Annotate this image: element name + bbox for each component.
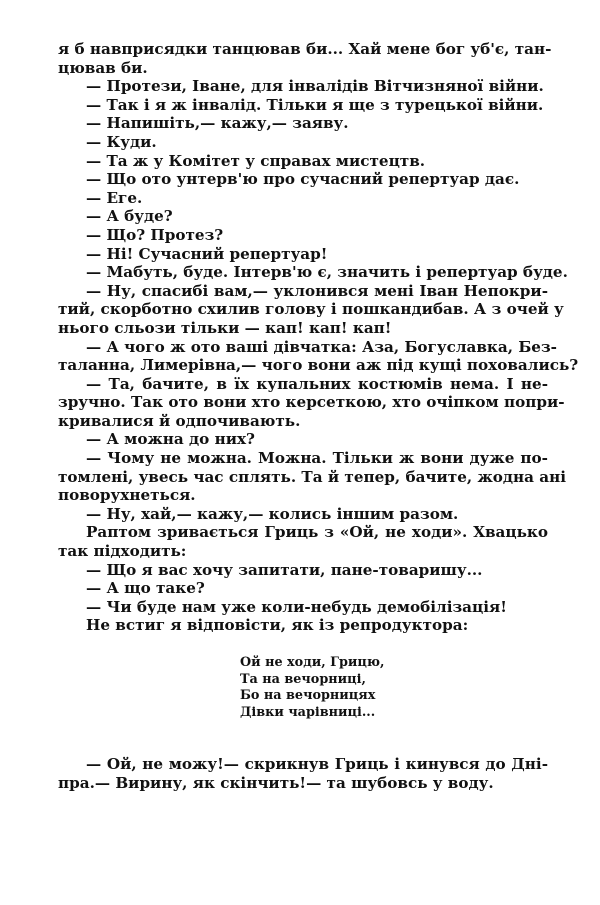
text-line: — Куди. bbox=[86, 132, 157, 151]
text-line: — Напишіть,— кажу,— заяву. bbox=[86, 114, 349, 133]
text-line: — А буде? bbox=[86, 207, 173, 226]
text-line: — Що? Протез? bbox=[86, 225, 224, 244]
text-line: — Протези, Іване, для інвалідів Вітчизняної війни. bbox=[86, 77, 544, 96]
text-line: — Чи буде нам уже коли-небудь демобілізація! bbox=[86, 597, 507, 616]
text-line: — А чого ж ото ваші дівчатка: Аза, Богуславка, Без- bbox=[86, 337, 557, 356]
text-line: зручно. Так ото вони хто керсеткою, хто очіпком попри- bbox=[58, 393, 565, 412]
text-line: цював би. bbox=[58, 58, 148, 77]
text-line: — Ой, не можу!— скрикнув Гриць і кинувся до Дні- bbox=[86, 755, 548, 774]
text-line: кривалися й одпочивають. bbox=[58, 411, 301, 430]
text-line: — А що таке? bbox=[86, 579, 205, 598]
text-line: — Чому не можна. Можна. Тільки ж вони дуже по- bbox=[86, 449, 548, 468]
verse-line: Бо на вечорницях bbox=[240, 688, 376, 704]
text-line: — Так і я ж інвалід. Тільки я ще з турецької війни. bbox=[86, 95, 544, 114]
text-line: — Ну, хай,— кажу,— колись іншим разом. bbox=[86, 504, 459, 523]
text-line: томлені, увесь час сплять. Та й тепер, бачите, жодна ані bbox=[58, 467, 567, 486]
text-line: — Та ж у Комітет у справах мистецтв. bbox=[86, 151, 426, 170]
song-verse bbox=[240, 655, 548, 721]
text-line: таланна, Лимерівна,— чого вони аж під кущі поховались? bbox=[58, 356, 579, 375]
text-line: — Ну, спасибі вам,— уклонився мені Іван Непокри- bbox=[86, 281, 548, 300]
verse-line: Дівки чарівниці... bbox=[240, 704, 376, 720]
text-line: так підходить: bbox=[58, 542, 187, 561]
text-line: — Еге. bbox=[86, 188, 143, 207]
text-line: — Що я вас хочу запитати, пане-товаришу... bbox=[86, 560, 483, 579]
book-page bbox=[58, 40, 579, 793]
closing-paragraph bbox=[58, 755, 548, 792]
text-line: поворухнеться. bbox=[58, 486, 196, 505]
text-line: — А можна до них? bbox=[86, 430, 255, 449]
verse-line: Ой не ходи, Грицю, bbox=[240, 655, 385, 670]
text-line: Не встиг я відповісти, як із репродуктора: bbox=[86, 616, 469, 635]
text-line: — Що ото унтерв'ю про сучасний репертуар дає. bbox=[86, 170, 520, 189]
text-line: — Та, бачите, в їх купальних костюмів нема. І не- bbox=[86, 374, 548, 393]
text-line: — Ні! Сучасний репертуар! bbox=[86, 244, 328, 263]
text-line: нього сльози тільки — кап! кап! кап! bbox=[58, 318, 392, 337]
text-line: — Мабуть, буде. Інтерв'ю є, значить і репертуар буде. bbox=[86, 263, 568, 282]
text-line: тий, скорботно схилив голову і пошкандибав. А з очей у bbox=[58, 300, 564, 319]
text-line: я б навприсядки танцював би... Хай мене бог уб'є, тан- bbox=[58, 40, 552, 58]
verse-line: Та на вечорниці, bbox=[240, 671, 366, 687]
text-line: пра.— Вирину, як скінчить!— та шубовсь у воду. bbox=[58, 773, 494, 792]
text-line: Раптом зривається Гриць з «Ой, не ходи». Хвацько bbox=[86, 523, 548, 542]
